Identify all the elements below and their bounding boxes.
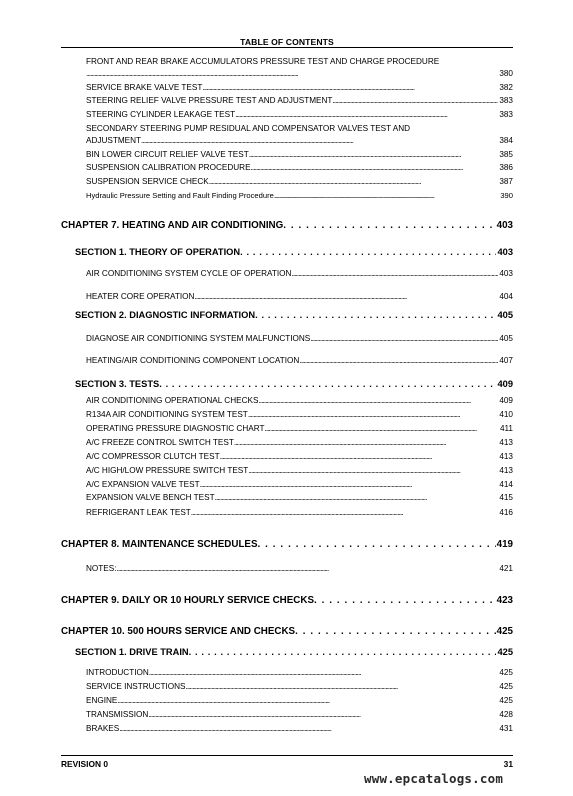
toc-entry-item — [86, 683, 513, 691]
toc-entry-title: FRONT AND REAR BRAKE ACCUMULATORS PRESSURE TEST AND CHARGE PROCEDURE — [86, 58, 440, 66]
toc-entry-page: 382 — [499, 84, 513, 92]
toc-entry-chapter — [61, 596, 513, 606]
dot-leader — [248, 467, 498, 475]
dot-leader — [117, 697, 498, 705]
toc-entry-page: 425 — [499, 697, 513, 705]
toc-entry-title: BRAKES — [86, 725, 120, 733]
toc-entry-page: 404 — [499, 293, 513, 301]
dot-leader — [159, 380, 496, 389]
toc-entry-page: 383 — [499, 111, 513, 119]
toc-entry-title: BIN LOWER CIRCUIT RELIEF VALVE TEST — [86, 151, 249, 159]
dot-leader — [249, 151, 499, 159]
toc-entry-title: A/C EXPANSION VALVE TEST — [86, 481, 200, 489]
toc-entry-item — [86, 270, 513, 278]
toc-entry-item — [86, 178, 513, 186]
toc-entry-page: 386 — [499, 164, 513, 172]
toc-entry-title: OPERATING PRESSURE DIAGNOSTIC CHART — [86, 425, 265, 433]
toc-entry-item — [86, 357, 513, 365]
toc-entry-page: 419 — [496, 540, 513, 550]
dot-leader — [255, 311, 496, 320]
dot-leader — [248, 411, 499, 419]
toc-entry-page: 413 — [499, 453, 513, 461]
dot-leader — [274, 192, 499, 200]
toc-entry-item — [86, 125, 513, 133]
toc-entry-title: INTRODUCTION — [86, 669, 149, 677]
toc-entry-item — [86, 70, 513, 78]
toc-entry-item — [86, 397, 513, 405]
dot-leader — [116, 565, 498, 573]
toc-entry-page: 421 — [499, 565, 513, 573]
toc-entry-title: Hydraulic Pressure Setting and Fault Finding Procedure — [86, 192, 274, 200]
toc-entry-title: CHAPTER 10. 500 HOURS SERVICE AND CHECKS — [61, 627, 296, 637]
toc-entry-page: 416 — [499, 509, 513, 517]
dot-leader — [149, 669, 499, 677]
toc-entry-section — [75, 248, 513, 257]
dot-leader — [119, 725, 498, 733]
toc-entry-item — [86, 669, 513, 677]
toc-entry-item — [86, 565, 513, 573]
footer-revision: REVISION 0 — [61, 759, 109, 769]
dot-leader — [234, 439, 498, 447]
toc-entry-title: SERVICE INSTRUCTIONS — [86, 683, 186, 691]
watermark-text: www.epcatalogs.com — [364, 771, 504, 786]
toc-entry-page: 431 — [499, 725, 513, 733]
toc-entry-page: 425 — [499, 683, 513, 691]
toc-entry-chapter — [61, 540, 513, 550]
dot-leader — [209, 178, 499, 186]
toc-entry-title: DIAGNOSE AIR CONDITIONING SYSTEM MALFUNCTIONS — [86, 335, 311, 343]
dot-leader — [332, 97, 498, 105]
toc-entry-title: SUSPENSION SERVICE CHECK — [86, 178, 209, 186]
toc-entry-item — [86, 192, 513, 200]
footer-rule — [61, 755, 513, 756]
dot-leader — [191, 509, 499, 517]
toc-entry-title: SECTION 2. DIAGNOSTIC INFORMATION — [75, 311, 256, 320]
toc-entry-page: 415 — [499, 494, 513, 502]
toc-entry-page: 425 — [496, 627, 513, 637]
toc-entry-title: A/C FREEZE CONTROL SWITCH TEST — [86, 439, 234, 447]
toc-entry-title: CHAPTER 8. MAINTENANCE SCHEDULES — [61, 540, 258, 550]
toc-entry-title: SUSPENSION CALIBRATION PROCEDURE — [86, 164, 251, 172]
toc-entry-item — [86, 164, 513, 172]
dot-leader — [185, 683, 498, 691]
toc-entry-page: 407 — [499, 357, 513, 365]
toc-entry-item — [86, 151, 513, 159]
toc-entry-item — [86, 711, 513, 719]
toc-entry-item — [86, 425, 513, 433]
dot-leader — [258, 540, 496, 550]
toc-entry-title: ADJUSTMENT — [86, 137, 142, 145]
toc-entry-item — [86, 293, 513, 301]
toc-entry-item — [86, 725, 513, 733]
toc-entry-title: SECTION 3. TESTS — [75, 380, 160, 389]
footer-page-number: 31 — [503, 759, 513, 769]
toc-entry-item — [86, 111, 513, 119]
toc-entry-page: 383 — [499, 97, 513, 105]
dot-leader — [264, 425, 498, 433]
toc-entry-page: 390 — [500, 192, 513, 200]
toc-entry-page: 425 — [499, 669, 513, 677]
toc-entry-title: HEATER CORE OPERATION — [86, 293, 195, 301]
dot-leader — [220, 453, 499, 461]
dot-leader — [258, 397, 498, 405]
toc-entry-title: EXPANSION VALVE BENCH TEST — [86, 494, 215, 502]
toc-entry-title: SECTION 1. DRIVE TRAIN — [75, 648, 189, 657]
toc-entry-item — [86, 509, 513, 517]
toc-entry-title: SECTION 1. THEORY OF OPERATION — [75, 248, 241, 257]
toc-entry-title: A/C HIGH/LOW PRESSURE SWITCH TEST — [86, 467, 249, 475]
toc-entry-page: 413 — [499, 439, 513, 447]
toc-entry-page: 410 — [499, 411, 513, 419]
toc-entry-page: 414 — [499, 481, 513, 489]
toc-entry-title: CHAPTER 7. HEATING AND AIR CONDITIONING — [61, 221, 284, 231]
toc-entry-chapter — [61, 627, 513, 637]
toc-entry-item — [86, 481, 513, 489]
toc-entry-page: 384 — [499, 137, 513, 145]
toc-entry-title: AIR CONDITIONING SYSTEM CYCLE OF OPERATION — [86, 270, 292, 278]
dot-leader — [291, 270, 498, 278]
dot-leader — [148, 711, 498, 719]
toc-entry-title: TRANSMISSION — [86, 711, 149, 719]
toc-entry-page: 403 — [496, 221, 513, 231]
toc-entry-item — [86, 439, 513, 447]
toc-entry-section — [75, 648, 513, 657]
toc-entry-page: 385 — [499, 151, 513, 159]
toc-entry-page: 409 — [499, 397, 513, 405]
toc-entry-page: 428 — [499, 711, 513, 719]
dot-leader — [240, 248, 496, 257]
toc-entry-title: NOTES: — [86, 565, 117, 573]
toc-entry-section — [75, 380, 513, 389]
toc-entry-page: 380 — [499, 70, 513, 78]
toc-entry-title: R134A AIR CONDITIONING SYSTEM TEST — [86, 411, 248, 419]
toc-entry-title: STEERING RELIEF VALVE PRESSURE TEST AND ADJUSTMENT — [86, 97, 333, 105]
toc-entry-page: 387 — [499, 178, 513, 186]
toc-entry-item — [86, 335, 513, 343]
dot-leader — [194, 293, 498, 301]
toc-entry-item — [86, 97, 513, 105]
toc-entry-item — [86, 137, 513, 145]
toc-entry-item — [86, 453, 513, 461]
toc-entry-title: ENGINE — [86, 697, 118, 705]
page-header-title: TABLE OF CONTENTS — [240, 37, 334, 47]
toc-entry-item — [86, 697, 513, 705]
toc-entry-item — [86, 411, 513, 419]
toc-entry-title: REFRIGERANT LEAK TEST — [86, 509, 191, 517]
toc-entry-item — [86, 84, 513, 92]
toc-entry-page: 405 — [497, 311, 513, 320]
toc-entry-title: CHAPTER 9. DAILY OR 10 HOURLY SERVICE CHECKS — [61, 596, 314, 606]
toc-entry-item — [86, 467, 513, 475]
dot-leader — [314, 596, 496, 606]
dot-leader — [189, 648, 497, 657]
dot-leader — [202, 84, 498, 92]
toc-entry-page: 411 — [499, 425, 513, 433]
dot-leader — [141, 137, 498, 145]
toc-entry-chapter — [61, 221, 513, 231]
toc-entry-page: 409 — [497, 380, 513, 389]
toc-entry-page: 403 — [499, 270, 513, 278]
dot-leader — [295, 627, 496, 637]
toc-entry-section — [75, 311, 513, 320]
toc-entry-page: 425 — [497, 648, 513, 657]
toc-entry-title: AIR CONDITIONING OPERATIONAL CHECKS — [86, 397, 259, 405]
toc-entry-page: 405 — [499, 335, 513, 343]
dot-leader — [215, 494, 499, 502]
toc-entry-title: A/C COMPRESSOR CLUTCH TEST — [86, 453, 220, 461]
toc-entry-item — [86, 58, 513, 66]
toc-entry-title: SERVICE BRAKE VALVE TEST — [86, 84, 203, 92]
toc-entry-item — [86, 494, 513, 502]
dot-leader — [200, 481, 499, 489]
toc-entry-page: 423 — [496, 596, 513, 606]
dot-leader — [283, 221, 495, 231]
dot-leader — [251, 164, 499, 172]
toc-entry-title: STEERING CYLINDER LEAKAGE TEST — [86, 111, 236, 119]
dot-leader — [86, 70, 498, 78]
dot-leader — [235, 111, 498, 119]
toc-entry-title: HEATING/AIR CONDITIONING COMPONENT LOCATION — [86, 357, 300, 365]
dot-leader — [299, 357, 498, 365]
dot-leader — [310, 335, 498, 343]
toc-entry-title: SECONDARY STEERING PUMP RESIDUAL AND COMPENSATOR VALVES TEST AND — [86, 125, 411, 133]
toc-entry-page: 413 — [499, 467, 513, 475]
toc-entry-page: 403 — [497, 248, 513, 257]
